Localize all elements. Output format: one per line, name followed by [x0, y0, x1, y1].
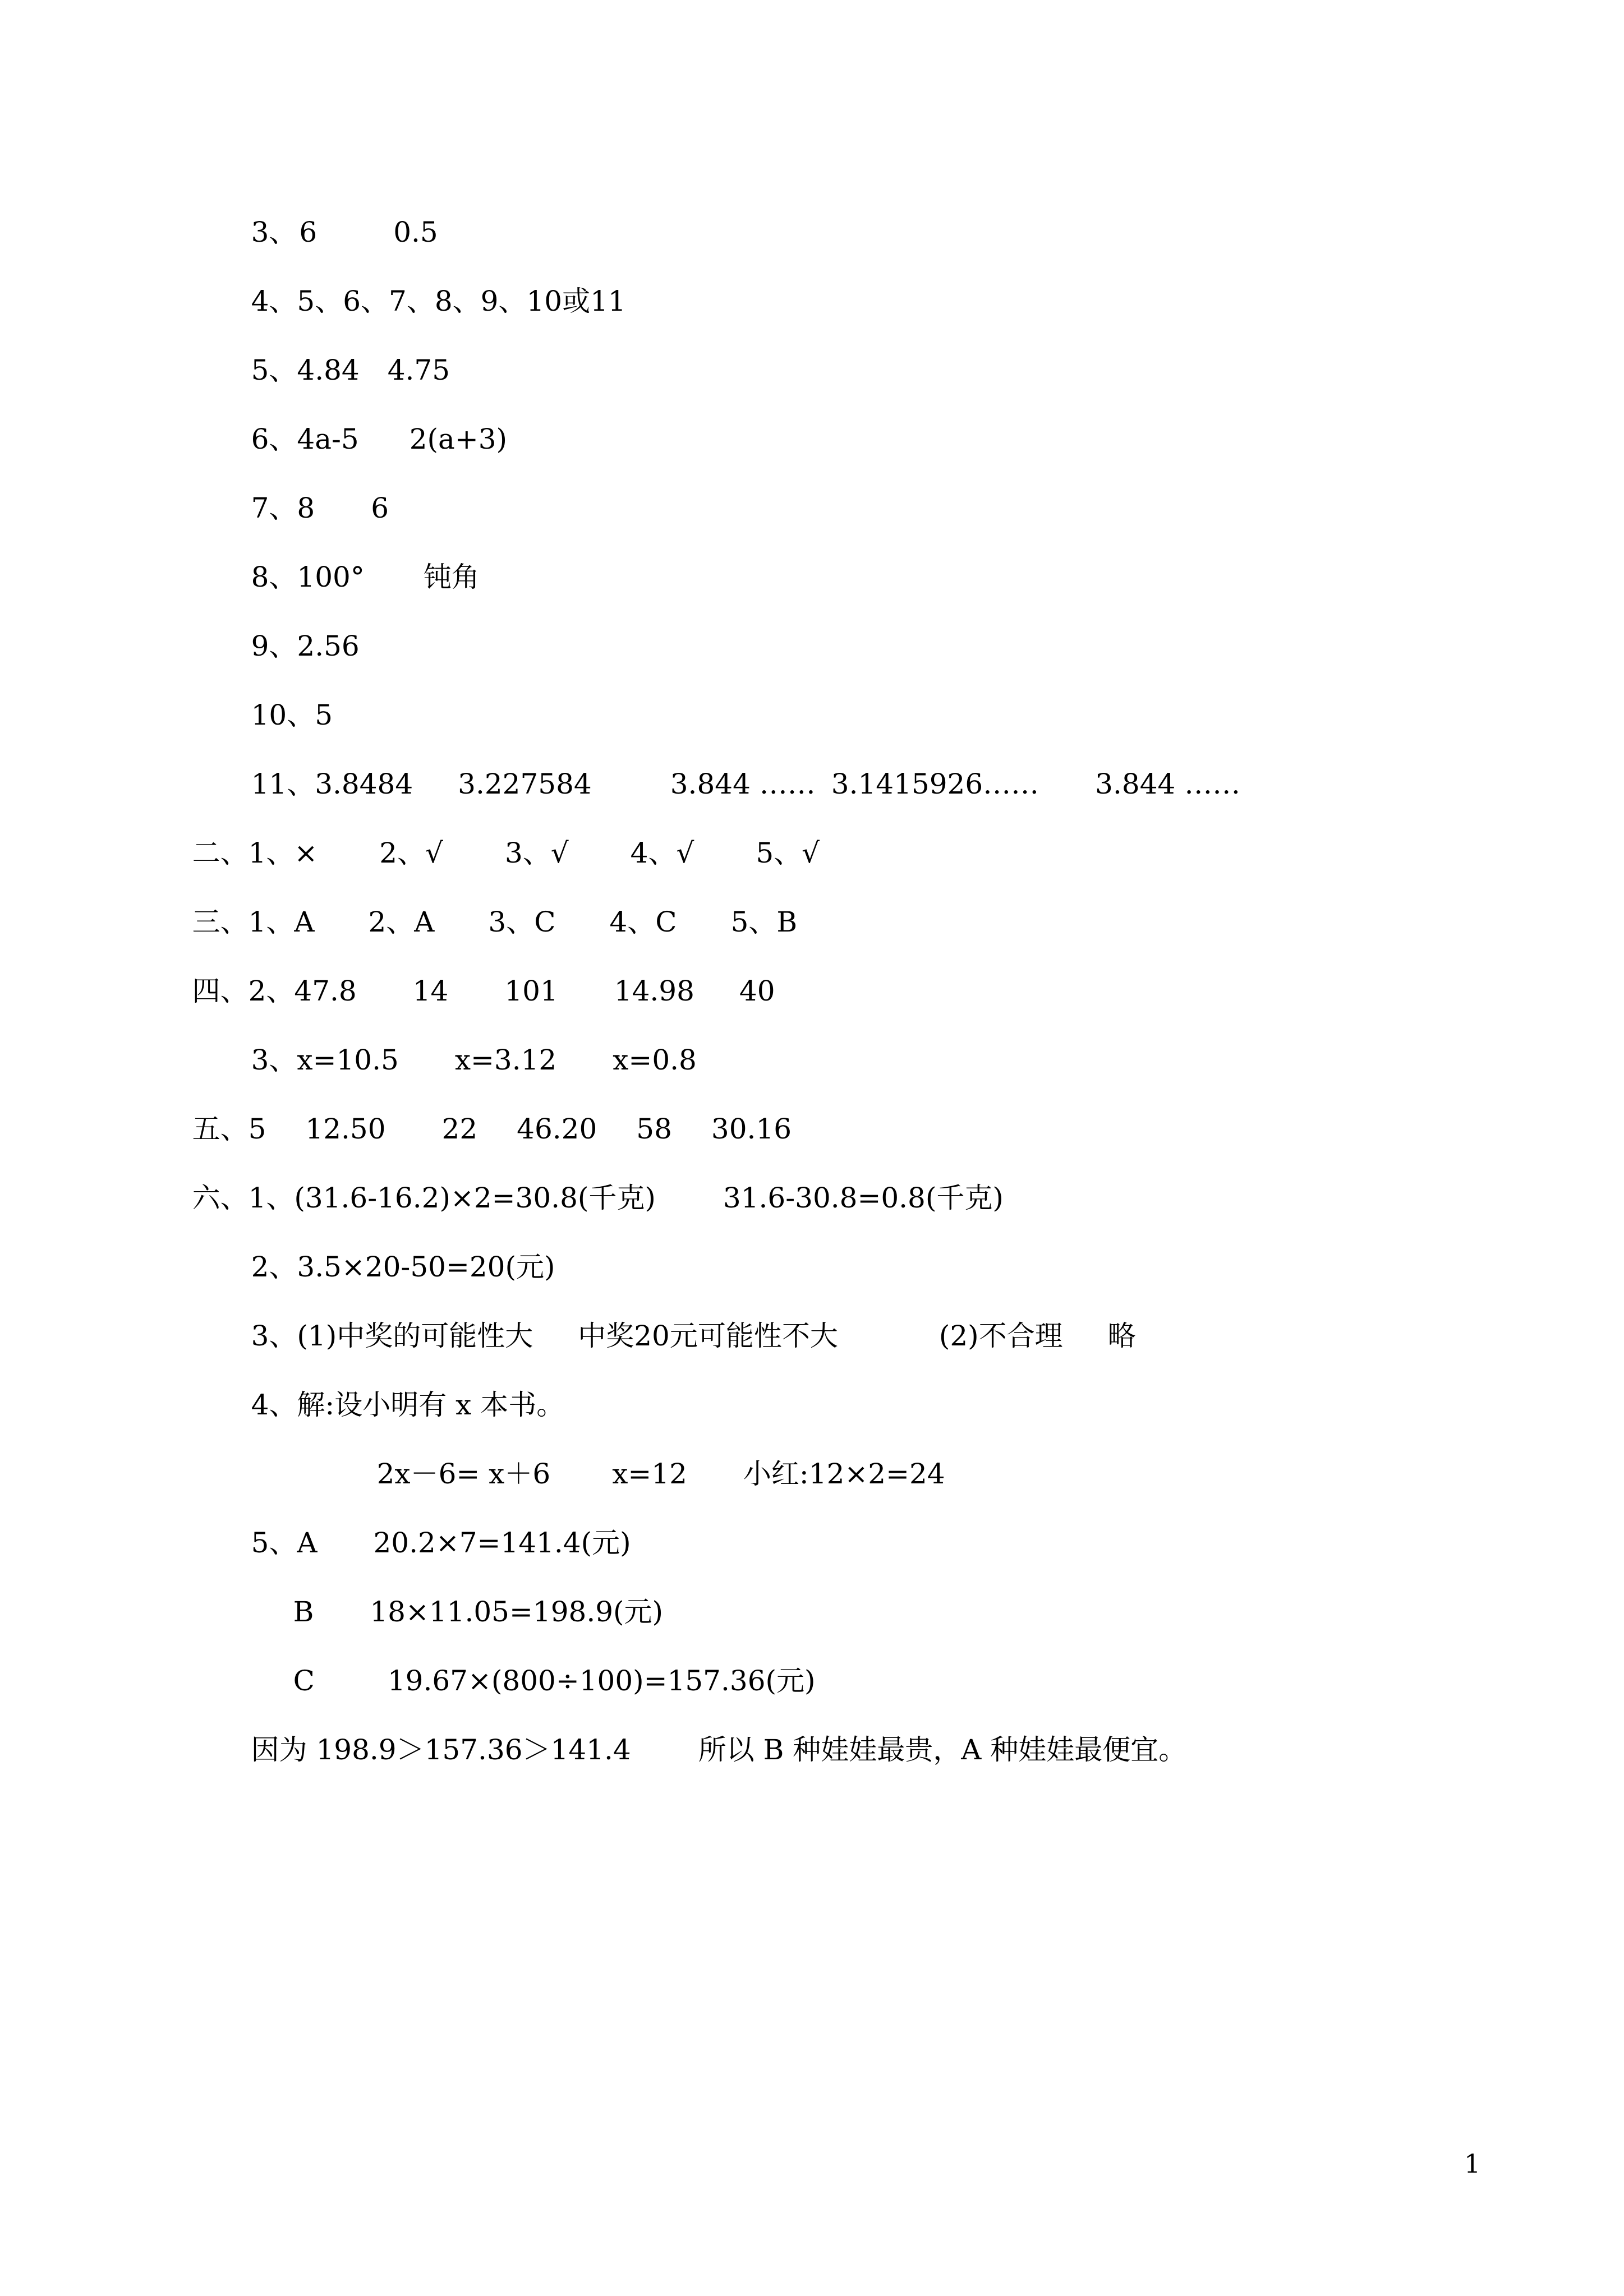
answer-text: 40 [739, 975, 775, 1007]
answer-text: 3.1415926…… [831, 768, 1039, 800]
answer-text: x=12 [612, 1458, 687, 1490]
answer-text: 58 [636, 1113, 672, 1145]
answer-text: 5、√ [756, 837, 820, 869]
item-label: 4、 [251, 285, 297, 317]
answer-text: B [293, 1596, 314, 1628]
answer-text: 20.2×7=141.4(元) [373, 1527, 631, 1559]
answer-text: 12.50 [305, 1113, 386, 1145]
answer-text: 30.16 [711, 1113, 792, 1145]
answer-text: 19.67×(800÷100)=157.36(元) [387, 1665, 816, 1697]
item-label: 8、 [251, 561, 297, 593]
answer-text: 2、47.8 [248, 975, 357, 1007]
answer-text: (1)中奖的可能性大 [297, 1320, 533, 1352]
answer-text: 1、(31.6-16.2)×2=30.8(千克) [248, 1182, 656, 1214]
answer-text: 3.844 …… [670, 768, 816, 800]
answer-text: 4、√ [630, 837, 694, 869]
item-label: 2、 [251, 1251, 297, 1283]
item-label: 3、 [251, 1320, 297, 1352]
answer-text: 22 [441, 1113, 478, 1145]
answer-text: 6 [299, 216, 318, 248]
answer-text: 5 [248, 1113, 266, 1145]
conclusion-line [215, 1699, 1186, 1800]
item-label: 3、 [251, 1044, 297, 1076]
answer-text: 101 [504, 975, 558, 1007]
answer-text: 2.56 [297, 630, 360, 662]
answer-text: 小红:12×2=24 [743, 1458, 945, 1490]
answer-text: 5、B [730, 906, 798, 938]
answer-text: A [297, 1527, 318, 1559]
section-label: 六、 [192, 1182, 249, 1214]
answer-text: 解:设小明有 x 本书。 [297, 1389, 565, 1421]
answer-text: 100° [297, 561, 365, 593]
answer-text: 1、A [248, 906, 315, 938]
page-number: 1 [1464, 2149, 1481, 2179]
answer-text: x=10.5 [297, 1044, 399, 1076]
answer-text: (2)不合理 [938, 1320, 1063, 1352]
item-label: 10、 [251, 699, 315, 731]
section-label: 二、 [192, 837, 249, 869]
answer-text: 3、C [488, 906, 556, 938]
answer-text: 2、√ [379, 837, 443, 869]
item-label: 5、 [251, 1527, 297, 1559]
answer-text: 3.844 …… [1095, 768, 1241, 800]
answer-text: 1、× [248, 837, 318, 869]
answer-text: 14.98 [614, 975, 694, 1007]
answer-text: 14 [412, 975, 449, 1007]
item-label: 3、 [251, 216, 297, 248]
answer-text: 46.20 [517, 1113, 597, 1145]
answer-text: 钝角 [423, 561, 480, 593]
answer-text: 4、C [609, 906, 677, 938]
item-label: 5、 [251, 354, 297, 386]
answer-text: 中奖20元可能性不大 [578, 1320, 838, 1352]
answer-text: 3.227584 [458, 768, 592, 800]
answer-text: x=3.12 [454, 1044, 557, 1076]
item-label: 9、 [251, 630, 297, 662]
answer-text: 8 [297, 492, 315, 524]
answer-text: 2(a+3) [409, 423, 508, 455]
answer-text: 因为 198.9＞157.36＞141.4 [251, 1733, 631, 1766]
answer-text: 5、6、7、8、9、10或11 [297, 285, 626, 317]
section-label: 五、 [192, 1113, 249, 1145]
item-label: 4、 [251, 1389, 297, 1421]
section-label: 三、 [192, 906, 249, 938]
answer-text: 4.75 [387, 354, 450, 386]
section-label: 四、 [192, 975, 249, 1007]
answer-text: 2、A [368, 906, 435, 938]
answer-text: 3.5×20-50=20(元) [297, 1251, 555, 1283]
answer-text: 4.84 [297, 354, 360, 386]
answer-text: 所以 B 种娃娃最贵，A 种娃娃最便宜。 [698, 1733, 1187, 1766]
answer-text: 4a-5 [297, 423, 359, 455]
item-label: 6、 [251, 423, 297, 455]
answer-text: 略 [1107, 1320, 1136, 1352]
item-label: 7、 [251, 492, 297, 524]
answer-text: 31.6-30.8=0.8(千克) [723, 1182, 1004, 1214]
answer-text: 0.5 [393, 216, 438, 248]
item-label: 11、 [251, 768, 315, 800]
answer-text: x=0.8 [613, 1044, 697, 1076]
answer-text: 2x－6= x＋6 [376, 1458, 551, 1490]
answer-text: C [293, 1665, 315, 1697]
answer-text: 5 [315, 699, 333, 731]
answer-text: 3.8484 [315, 768, 413, 800]
answer-text: 3、√ [504, 837, 569, 869]
answer-text: 6 [371, 492, 389, 524]
answer-text: 18×11.05=198.9(元) [370, 1596, 664, 1628]
